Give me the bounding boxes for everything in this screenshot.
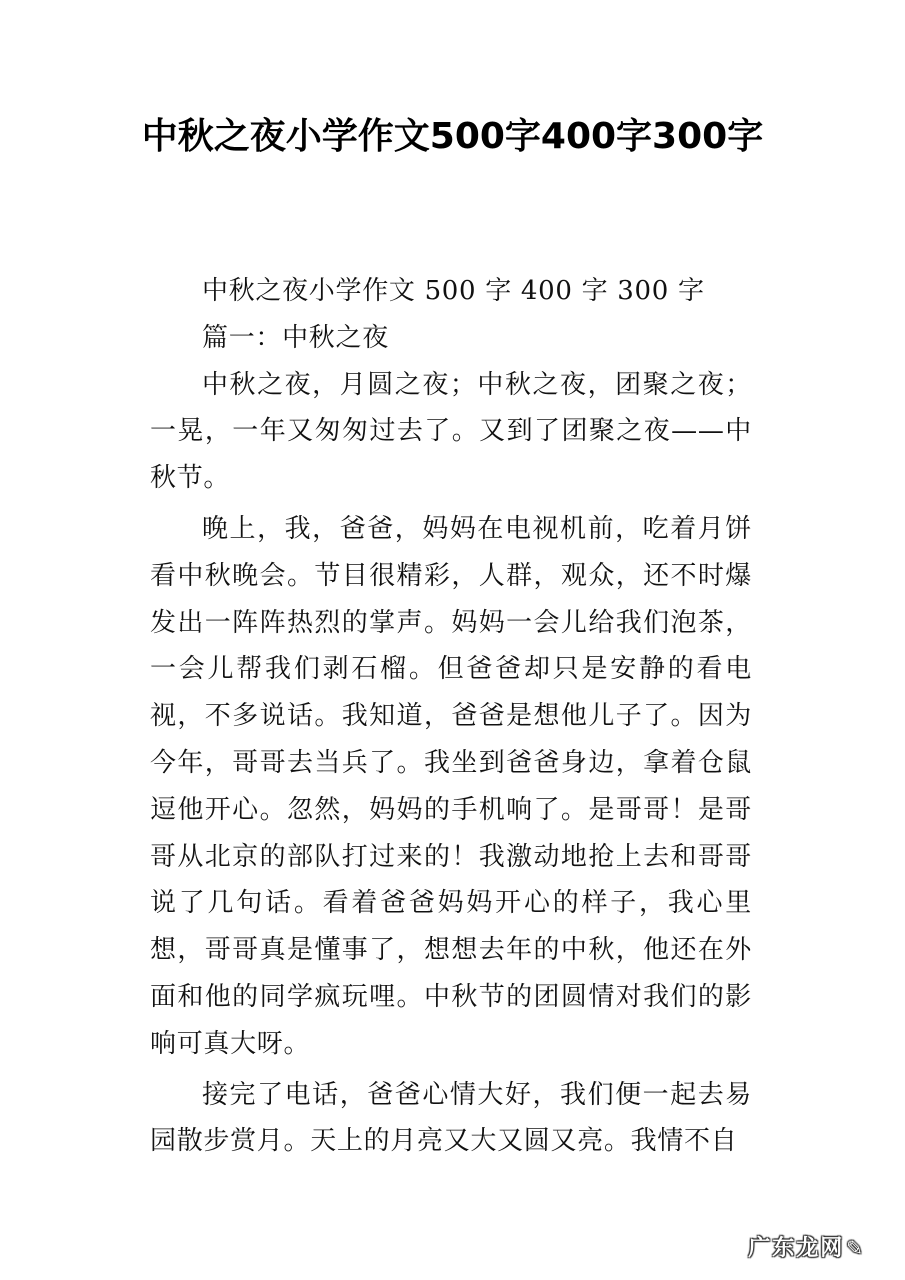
section-heading: 篇一：中秋之夜 xyxy=(202,322,389,353)
document-body xyxy=(150,268,752,1165)
watermark-text: 广东龙网 xyxy=(748,1236,845,1261)
paragraph-3: 接完了电话，爸爸心情大好，我们便一起去易园散步赏月。天上的月亮又大又圆又亮。我情不自 xyxy=(150,1079,752,1157)
subtitle-line: 中秋之夜小学作文 500 字 400 字 300 字 xyxy=(202,276,705,306)
paragraph-1: 中秋之夜，月圆之夜；中秋之夜，团聚之夜；一晃，一年又匆匆过去了。又到了团聚之夜——中秋节。 xyxy=(150,369,752,494)
pen-icon: ✎ xyxy=(846,1236,865,1260)
page-title: 中秋之夜小学作文500字400字300字 xyxy=(141,116,764,157)
paragraph-2: 晚上，我，爸爸，妈妈在电视机前，吃着月饼看中秋晚会。节目很精彩，人群，观众，还不时爆发出一阵阵热烈的掌声。妈妈一会儿给我们泡茶，一会儿帮我们剥石榴。但爸爸却只是安静的看电视，不多说话。我知道，爸爸是想他儿子了。因为今年，哥哥去当兵了。我坐到爸爸身边，拿着仓鼠逗他开心。忽然，妈妈的手机响了。是哥哥！是哥哥从北京的部队打过来的！我激动地抢上去和哥哥说了几句话。看着爸爸妈妈开心的样子，我心里想，哥哥真是懂事了，想想去年的中秋，他还在外面和他的同学疯玩哩。中秋节的团圆情对我们的影响可真大呀。 xyxy=(150,513,752,1059)
watermark-logo xyxy=(748,1231,865,1262)
